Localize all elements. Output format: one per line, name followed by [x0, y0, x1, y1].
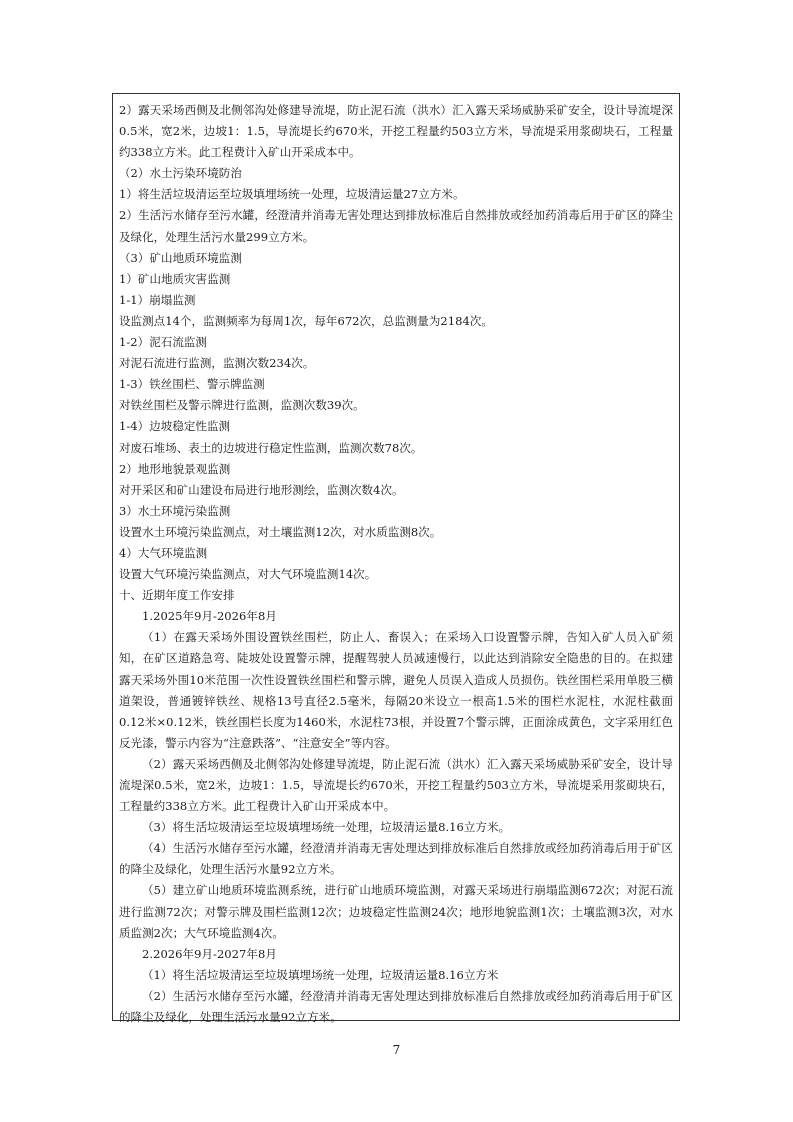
paragraph-landform-monitoring: 对开采区和矿山建设布局进行地形测绘，监测次数4次。: [119, 482, 404, 497]
paragraph-fence-sign-monitoring: 对铁丝围栏及警示牌进行监测，监测次数39次。: [119, 398, 365, 413]
paragraph-water-soil-monitoring: 设置水土环境污染监测点，对土壤监测12次，对水质监测8次。: [119, 524, 442, 539]
heading-water-soil-pollution: （2）水土污染环境防治: [119, 166, 242, 181]
paragraph-sewage-plan-2: （2）生活污水储存至污水罐，经澄清并消毒无害处理达到排放标准后自然排放或经加药消毒后用于矿区的降尘及绿化，处理生活污水量92立方米。: [119, 988, 673, 1025]
heading-geo-hazard-monitoring: 1）矿山地质灾害监测: [119, 271, 231, 286]
paragraph-air-monitoring: 设置大气环境污染监测点，对大气环境监测14次。: [119, 567, 377, 582]
heading-fence-sign-monitoring: 1-3）铁丝围栏、警示牌监测: [119, 377, 265, 392]
paragraph-garbage-plan: （3）将生活垃圾清运至垃圾填埋场统一处理，垃圾清运量8.16立方米。: [142, 820, 511, 835]
paragraph-garbage-plan-2: （1）将生活垃圾清运至垃圾填埋场统一处理，垃圾清运量8.16立方米: [142, 967, 499, 982]
paragraph-collapse-monitoring: 设监测点14个，监测频率为每周1次，每年672次，总监测量为2184次。: [119, 313, 493, 328]
period-heading-2026-2027: 2.2026年9月-2027年8月: [142, 946, 277, 961]
document-body: [119, 100, 673, 1028]
page-number: 7: [392, 1043, 401, 1057]
heading-collapse-monitoring: 1-1）崩塌监测: [119, 292, 196, 307]
heading-landform-monitoring: 2）地形地貌景观监测: [119, 461, 231, 476]
paragraph-monitoring-plan: （5）建立矿山地质环境监测系统，进行矿山地质环境监测，对露天采场进行崩塌监测672次；对泥石流进行监测72次；对警示牌及围栏监测12次；边坡稳定性监测24次；地形地貌监测1次；土壤监测3次，对水质监测2次；大气环境监测4次。: [119, 883, 673, 940]
paragraph-sewage-plan: （4）生活污水储存至污水罐，经澄清并消毒无害处理达到排放标准后自然排放或经加药消毒后用于矿区的降尘及绿化，处理生活污水量92立方米。: [119, 841, 673, 877]
heading-air-monitoring: 4）大气环境监测: [119, 545, 208, 560]
paragraph-fence-and-signs: （1）在露天采场外围设置铁丝围栏，防止人、畜误入；在采场入口设置警示牌，告知入矿人员入矿须知，在矿区道路急弯、陡坡处设置警示牌，提醒驾驶人员减速慢行，以此达到消除安全隐患的目的。在拟建露天采场外围10米范围一次性设置铁丝围栏和警示牌，避免人员误入造成人员损伤。铁丝围栏采用单股三横道架设，普通镀锌铁丝、规格13号直径2.5毫米，每隔20米设立一根高1.5米的围栏水泥柱，水泥柱截面0.12米×0.12米，铁丝围栏长度为1460米，水泥柱73根，并设置7个警示牌，正面涂成黄色，文字采用红色反光漆，警示内容为“注意跌落”、“注意安全”等内容。: [119, 630, 673, 750]
heading-geo-env-monitoring: （3）矿山地质环境监测: [119, 250, 242, 265]
heading-debris-flow-monitoring: 1-2）泥石流监测: [119, 335, 207, 350]
heading-slope-stability-monitoring: 1-4）边坡稳定性监测: [119, 419, 231, 434]
period-heading-2025-2026: 1.2025年9月-2026年8月: [142, 609, 277, 624]
heading-water-soil-monitoring: 3）水土环境污染监测: [119, 503, 231, 518]
paragraph-diversion-dike-plan: （2）露天采场西侧及北侧邻沟处修建导流堤，防止泥石流（洪水）汇入露天采场威胁采矿安全，设计导流堤深0.5米，宽2米，边坡1：1.5，导流堤长约670米，开挖工程量约503立方米，导流堤采用浆砌块石，工程量约338立方米。此工程费计入矿山开采成本中。: [119, 756, 673, 814]
paragraph-slope-stability-monitoring: 对废石堆场、表土的边坡进行稳定性监测，监测次数78次。: [119, 440, 423, 455]
paragraph-diversion-dike: 2）露天采场西侧及北侧邻沟处修建导流堤，防止泥石流（洪水）汇入露天采场威胁采矿安全，设计导流堤深0.5米，宽2米，边坡1：1.5，导流堤长约670米，开挖工程量约503立方米，导流堤采用浆砌块石，工程量约338立方米。此工程费计入矿山开采成本中。: [119, 103, 673, 160]
content-table-cell: [112, 93, 680, 1025]
paragraph-debris-flow-monitoring: 对泥石流进行监测，监测次数234次。: [119, 356, 315, 371]
paragraph-sewage-treatment: 2）生活污水储存至污水罐，经澄清并消毒无害处理达到排放标准后自然排放或经加药消毒后用于矿区的降尘及绿化，处理生活污水量299立方米。: [119, 208, 673, 244]
paragraph-garbage-removal: 1）将生活垃圾清运至垃圾填埋场统一处理，垃圾清运量27立方米。: [119, 187, 465, 202]
section-heading-recent-plan: 十、近期年度工作安排: [119, 588, 235, 603]
